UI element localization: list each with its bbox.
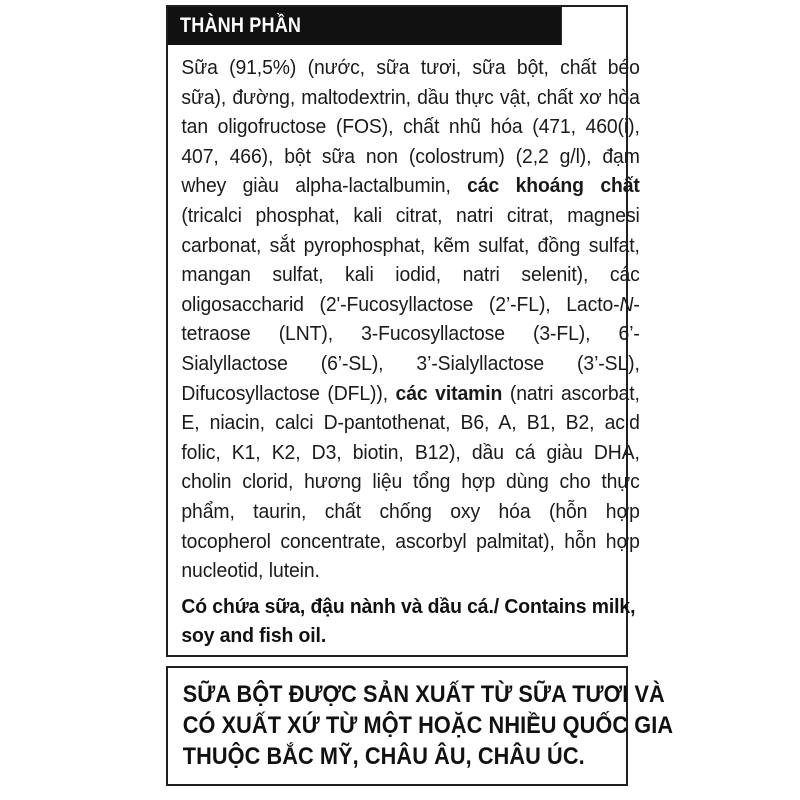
origin-line-2: CÓ XUẤT XỨ TỪ MỘT HOẶC NHIỀU QUỐC GIA xyxy=(182,712,674,739)
allergen-statement: Có chứa sữa, đậu nành và dầu cá./ Contains milk, soy and fish oil. xyxy=(181,595,636,648)
ingredients-panel xyxy=(166,5,640,657)
ingredient-run-bold: các khoáng chất xyxy=(467,175,640,198)
origin-statement xyxy=(168,680,674,773)
origin-panel xyxy=(166,666,674,786)
ingredient-run-italic: N xyxy=(619,293,634,316)
ingredients-body-text xyxy=(168,45,650,593)
ingredient-run-normal: Sữa (91,5%) (nước, sữa tươi, sữa bột, chất béo sữa), đường, maltodextrin, dầu thực vật, chất xơ hòa tan oligofructose (FOS), chất nhũ hóa (471, 460(i), 407, 466), bột sữa non (colostrum) (2,2 g/l), đạm whey giàu alpha-lactalbumin, xyxy=(181,57,640,198)
ingredients-section-header: THÀNH PHẦN xyxy=(168,7,562,45)
origin-line-1: SỮA BỘT ĐƯỢC SẢN XUẤT TỪ SỮA TƯƠI VÀ xyxy=(182,681,665,708)
ingredient-run-normal: (natri ascorbat, E, niacin, calci D-pantothenat, B6, A, B1, B2, acid folic, K1, K2, D3, biotin, B12), dầu cá giàu DHA, cholin clorid, hương liệu tổng hợp dùng cho thực phẩm, taurin, chất chống oxy hóa (hỗn hợp tocopherol concentrate, ascorbyl palmitat), hỗn hợp nucleotid, lutein. xyxy=(181,382,640,583)
ingredient-run-bold: các vitamin xyxy=(395,382,503,405)
ingredient-run-normal: -tetraose (LNT), 3-Fucosyllactose (3-FL), 6’-Sialyllactose (6’-SL), 3’-Sialyllactose (3’-SL), Difucosyllactose (DFL)), xyxy=(181,293,640,405)
ingredient-run-normal: (tricalci phosphat, kali citrat, natri citrat, magnesi carbonat, sắt pyrophosphat, kẽm sulfat, đồng sulfat, mangan sulfat, kali iodid, natri selenit), các oligosaccharid (2'-Fucosyllactose (2’-FL), Lacto- xyxy=(181,204,640,316)
origin-line-3: THUỘC BẮC MỸ, CHÂU ÂU, CHÂU ÚC. xyxy=(182,743,585,770)
